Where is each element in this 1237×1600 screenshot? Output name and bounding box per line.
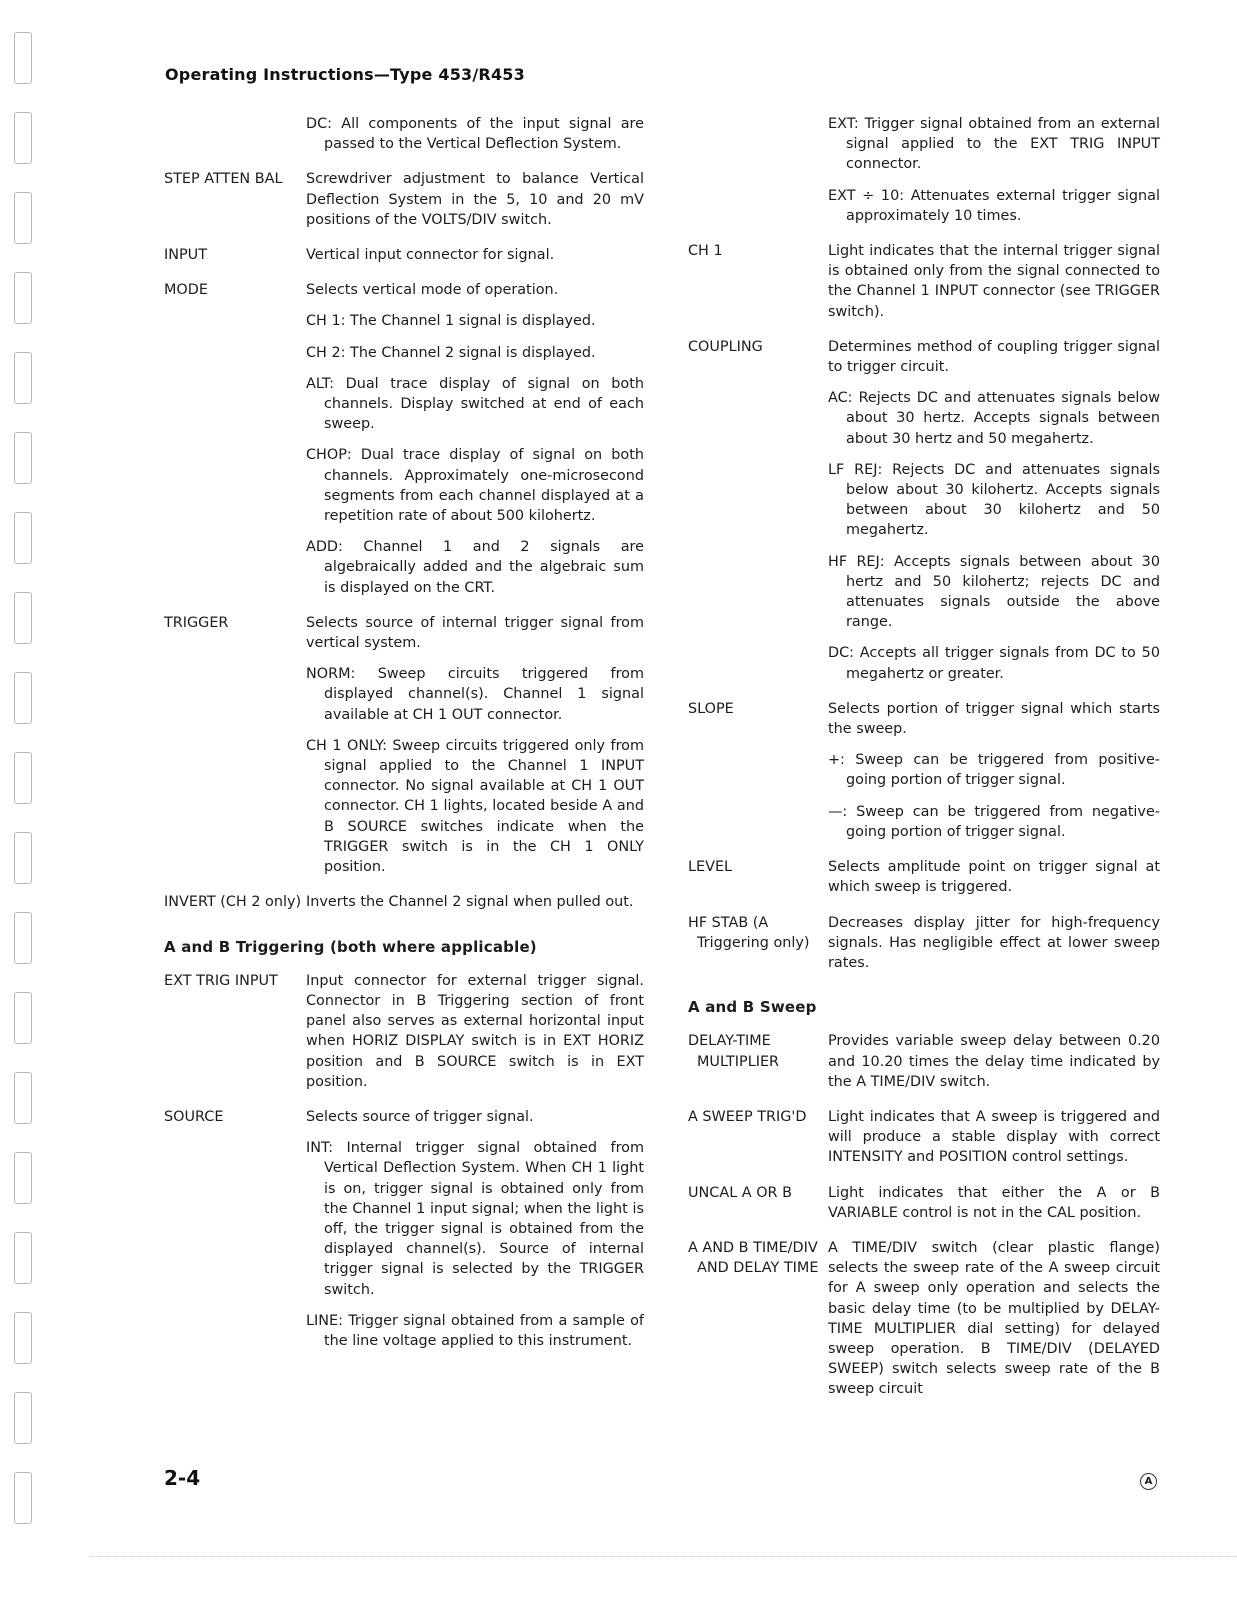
control-name: CH 1 — [688, 243, 723, 260]
binder-hole — [14, 912, 32, 964]
control-description — [306, 245, 644, 265]
description-paragraph: Decreases display jitter for high-frequency signals. Has negligible effect at lower sweep rates. — [828, 914, 1160, 971]
control-entry — [688, 699, 1160, 842]
control-description — [828, 699, 1160, 842]
control-description — [828, 1031, 1160, 1092]
control-description — [828, 1183, 1160, 1223]
description-paragraph: LF REJ: Rejects DC and attenuates signals below about 30 kilohertz. Accepts signals between about 30 kilohertz and 50 megahertz. — [828, 461, 1160, 539]
description-paragraph: LINE: Trigger signal obtained from a sample of the line voltage applied to this instrument. — [306, 1312, 644, 1349]
control-description — [828, 857, 1160, 897]
control-name: A SWEEP TRIG'D — [688, 1108, 807, 1125]
description-paragraph: HF REJ: Accepts signals between about 30 hertz and 50 kilohertz; rejects DC and attenuates signals outside the above range. — [828, 553, 1160, 631]
control-description — [828, 913, 1160, 974]
control-entry — [688, 337, 1160, 684]
description-paragraph: Selects source of internal trigger signal from vertical system. — [306, 614, 644, 652]
control-description — [828, 1238, 1160, 1400]
control-entry — [688, 1238, 1160, 1400]
section-heading-triggering: A and B Triggering (both where applicable) — [164, 937, 537, 956]
right-entries — [688, 114, 1160, 973]
description-paragraph: Inverts the Channel 2 signal when pulled out. — [306, 894, 634, 911]
control-name: LEVEL — [688, 859, 733, 876]
page-number: 2-4 — [164, 1466, 201, 1490]
binder-hole — [14, 1392, 32, 1444]
left-entries — [164, 114, 644, 913]
binder-hole — [14, 1472, 32, 1524]
description-paragraph: CH 2: The Channel 2 signal is displayed. — [306, 344, 596, 361]
control-entry — [164, 1107, 644, 1351]
control-entry — [164, 169, 644, 230]
description-paragraph: AC: Rejects DC and attenuates signals below about 30 hertz. Accepts signals between about 30 hertz and 50 megahertz. — [828, 390, 1160, 447]
control-entry — [164, 245, 644, 265]
binder-hole — [14, 192, 32, 244]
control-description — [828, 241, 1160, 322]
control-name: COUPLING — [688, 338, 763, 355]
control-description — [306, 114, 644, 154]
binder-hole — [14, 32, 32, 84]
control-name: MODE — [164, 282, 208, 299]
page-edge-rule — [90, 1556, 1237, 1557]
description-paragraph: Determines method of coupling trigger signal to trigger circuit. — [828, 338, 1160, 376]
control-entry — [688, 114, 1160, 226]
binder-holes — [14, 20, 38, 1540]
binder-hole — [14, 1232, 32, 1284]
description-paragraph: Selects amplitude point on trigger signal at which sweep is triggered. — [828, 859, 1160, 896]
description-paragraph: —: Sweep can be triggered from negative-going portion of trigger signal. — [828, 803, 1160, 840]
sweep-entries — [688, 1031, 1160, 1399]
description-paragraph: Input connector for external trigger signal. Connector in B Triggering section of front panel also serves as external horizontal input when HORIZ DISPLAY switch is in EXT HORIZ position and B SOURCE switch is in EXT position. — [306, 972, 644, 1090]
binder-hole — [14, 1072, 32, 1124]
binder-hole — [14, 752, 32, 804]
description-paragraph: CH 1 ONLY: Sweep circuits triggered only from signal applied to the Channel 1 INPUT connector. No signal available at CH 1 OUT connector. CH 1 lights, located beside A and B SOURCE switches indicate when the TRIGGER switch is in the CH 1 ONLY position. — [306, 737, 644, 876]
description-paragraph: A TIME/DIV switch (clear plastic flange) selects the sweep rate of the A sweep circuit for A sweep only operation and selects the basic delay time (to be multiplied by DELAY-TIME MULTIPLIER dial setting) for delayed sweep operation. B TIME/DIV (DELAYED SWEEP) switch selects sweep rate of the B sweep circuit — [828, 1239, 1160, 1398]
description-paragraph: Selects vertical mode of operation. — [306, 282, 559, 299]
description-paragraph: INT: Internal trigger signal obtained from Vertical Deflection System. When CH 1 light is on, trigger signal is obtained only from the Channel 1 input signal; when the light is off, the trigger signal is obtained from the displayed channel(s). Source of internal trigger signal is selected by the TRIGGER switch. — [306, 1140, 644, 1298]
right-column — [688, 114, 1160, 1415]
description-paragraph: ALT: Dual trace display of signal on both channels. Display switched at end of each sweep. — [306, 375, 644, 433]
control-description — [828, 114, 1160, 226]
control-name: DELAY-TIME MULTIPLIER — [688, 1033, 780, 1070]
binder-hole — [14, 112, 32, 164]
control-entry — [164, 971, 644, 1092]
binder-hole — [14, 352, 32, 404]
description-paragraph: Light indicates that the internal trigger signal is obtained only from the signal connected to the Channel 1 INPUT connector (see TRIGGER switch). — [828, 243, 1160, 320]
binder-hole — [14, 272, 32, 324]
binder-hole — [14, 1152, 32, 1204]
control-description — [306, 280, 644, 598]
control-name: TRIGGER — [164, 614, 229, 631]
binder-hole — [14, 672, 32, 724]
description-paragraph: Provides variable sweep delay between 0.20 and 10.20 times the delay time indicated by the A TIME/DIV switch. — [828, 1033, 1160, 1090]
section-heading-sweep: A and B Sweep — [688, 998, 817, 1017]
control-entry — [688, 1107, 1160, 1168]
control-name: HF STAB (A Triggering only) — [688, 914, 810, 951]
description-paragraph: CH 1: The Channel 1 signal is displayed. — [306, 313, 596, 330]
control-entry — [164, 114, 644, 154]
control-name: SOURCE — [164, 1108, 224, 1125]
description-paragraph: Selects portion of trigger signal which starts the sweep. — [828, 700, 1160, 738]
control-name: INVERT (CH 2 only) — [164, 894, 302, 911]
description-paragraph: DC: All components of the input signal are passed to the Vertical Deflection System. — [306, 116, 644, 153]
description-paragraph: CHOP: Dual trace display of signal on both channels. Approximately one-microsecond segments from each channel displayed at a repetition rate of about 500 kilohertz. — [306, 447, 644, 525]
binder-hole — [14, 512, 32, 564]
control-description — [828, 1107, 1160, 1168]
control-description — [306, 169, 644, 230]
control-entry — [688, 1031, 1160, 1092]
description-paragraph: Screwdriver adjustment to balance Vertical Deflection System in the 5, 10 and 20 mV positions of the VOLTS/DIV switch. — [306, 171, 644, 228]
binder-hole — [14, 832, 32, 884]
control-name — [688, 114, 828, 226]
triggering-entries — [164, 971, 644, 1351]
control-name: EXT TRIG INPUT — [164, 972, 278, 989]
control-entry — [688, 857, 1160, 897]
control-entry — [688, 1183, 1160, 1223]
control-entry — [164, 280, 644, 598]
control-description — [306, 892, 644, 912]
description-paragraph: NORM: Sweep circuits triggered from displayed channel(s). Channel 1 signal available at CH 1 OUT connector. — [306, 666, 644, 723]
binder-hole — [14, 592, 32, 644]
control-name: INPUT — [164, 247, 208, 264]
page-header: Operating Instructions—Type 453/R453 — [165, 65, 525, 84]
revision-mark: A — [1140, 1473, 1157, 1490]
description-paragraph: Light indicates that A sweep is triggered and will produce a stable display with correct INTENSITY and POSITION control settings. — [828, 1108, 1160, 1166]
description-paragraph: Vertical input connector for signal. — [306, 247, 555, 264]
control-entry — [164, 892, 644, 912]
control-description — [306, 1107, 644, 1351]
control-entry — [688, 913, 1160, 974]
binder-hole — [14, 432, 32, 484]
binder-hole — [14, 1312, 32, 1364]
description-paragraph: Selects source of trigger signal. — [306, 1108, 534, 1125]
control-entry — [688, 241, 1160, 322]
control-name — [164, 114, 306, 154]
description-paragraph: Light indicates that either the A or B VARIABLE control is not in the CAL position. — [828, 1184, 1160, 1221]
binder-hole — [14, 992, 32, 1044]
control-description — [306, 613, 644, 877]
control-name: SLOPE — [688, 700, 734, 717]
description-paragraph: ADD: Channel 1 and 2 signals are algebraically added and the algebraic sum is displayed on the CRT. — [306, 539, 644, 596]
description-paragraph: EXT ÷ 10: Attenuates external trigger signal approximately 10 times. — [828, 187, 1160, 224]
control-description — [828, 337, 1160, 684]
left-column — [164, 114, 644, 1366]
control-description — [306, 971, 644, 1092]
control-entry — [164, 613, 644, 877]
description-paragraph: +: Sweep can be triggered from positive-going portion of trigger signal. — [828, 752, 1160, 789]
description-paragraph: EXT: Trigger signal obtained from an external signal applied to the EXT TRIG INPUT connector. — [828, 116, 1160, 173]
control-name: A AND B TIME/DIV AND DELAY TIME — [688, 1239, 819, 1277]
control-name: UNCAL A OR B — [688, 1184, 792, 1201]
description-paragraph: DC: Accepts all trigger signals from DC to 50 megahertz or greater. — [828, 645, 1160, 682]
control-name: STEP ATTEN BAL — [164, 171, 283, 188]
